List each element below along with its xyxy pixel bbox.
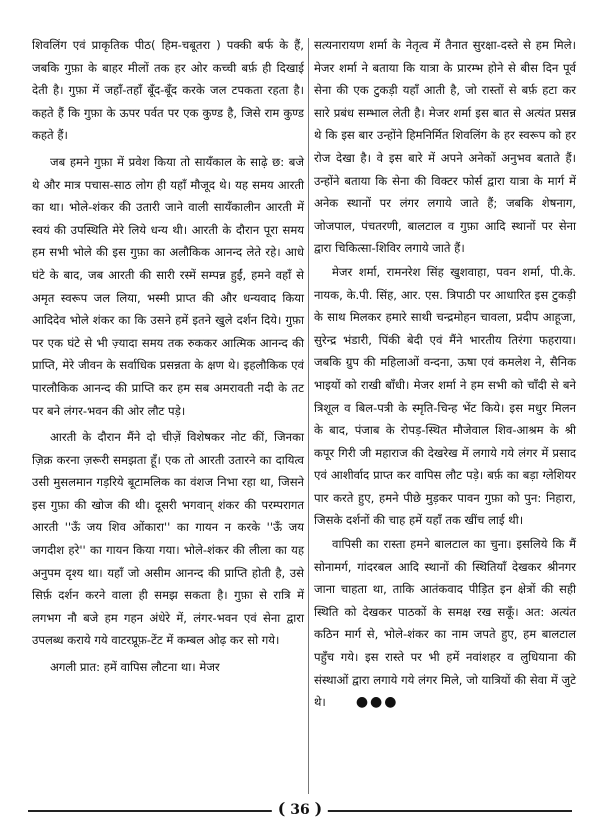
page-number-value: 36	[290, 802, 310, 818]
left-paragraph-4: अगली प्रात: हमें वापिस लौटना था। मेजर	[50, 660, 220, 675]
page-number-bracket-left: (	[277, 799, 286, 818]
end-of-article-mark: ●●●	[355, 694, 399, 711]
column-divider	[308, 38, 309, 794]
left-paragraph-3: आरती के दौरान मैंने दो चीज़ें विशेषकर नोट कीं, जिनका ज़िक्र करना ज़रूरी समझता हूँ। एक तो आरती उतारने का दायित्व उसी मुसलमान गड़रिये बूटामलिक का वंशज निभा रहा था, जिसने इस गुफ़ा की खोज की थी। दूसरी भगवान् शंकर की परम्परागत आरती ''ऊँ जय शिव ओंकारा'' का गायन न करके ''ऊँ जय जगदीश हरे'' का गायन किया गया। भोले-शंकर की लीला का यह अनुपम दृश्य था। यहाँ जो असीम आनन्द की प्राप्ति होती है, उसे सिर्फ़ दर्शन करने वाला ही समझ सकता है। गुफ़ा से रात्रि में लगभग नौ बजे हम गहन अंधेरे में, लंगर-भवन एवं सेना द्वारा उपलब्ध कराये गये वाटरप्रूफ़-टेंट में कम्बल ओढ़ कर सो गये।	[32, 430, 304, 648]
page-number-bracket-right: )	[314, 799, 323, 818]
right-paragraph-3	[314, 533, 576, 714]
page-number	[272, 799, 328, 818]
right-paragraph-3-text: वापिसी का रास्ता हमने बालटाल का चुना। इसलिये कि मैं सोनामर्ग, गांदरबल आदि स्थानों की स्थितियाँ देखकर श्रीनगर जाना चाहता था, ताकि आतंकवाद पीड़ित इन क्षेत्रों की सही स्थिति को देखकर पाठकों के समक्ष रख सकूँ। अत: अत्यंत कठिन मार्ग से, भोले-शंकर का नाम जपते हुए, हम बालटाल पहुँच गये। इस रास्ते पर भी हमें नवांशहर व लुधियाना की संस्थाओं द्वारा लगाये गये लंगर मिले, जो यात्रियों की सेवा में जुटे थे।	[314, 537, 576, 710]
left-column	[32, 34, 304, 683]
left-paragraph-2: जब हमने गुफ़ा में प्रवेश किया तो सायँकाल के साढ़े छ: बजे थे और मात्र पचास-साठ लोग ही यहाँ मौजूद थे। यह समय आरती का था। भोले-शंकर की उतारी जाने वाली सायँकालीन आरती में स्वयं की उपस्थिति मेरे लिये धन्य थी। आरती के दौरान पूरा समय हम सभी भोले की इस गुफ़ा का अलौकिक आनन्द लेते रहे। आधे घंटे के बाद, जब आरती की सारी रस्में सम्पन्न हुईं, हमने वहाँ से अमृत स्वरूप जल लिया, भस्मी प्राप्त की और धन्यवाद किया आदिदेव भोले शंकर का कि उसने हमें इतने खुले दर्शन दिये। गुफ़ा पर एक घंटे से भी ज़्यादा समय तक रुककर आत्मिक आनन्द की प्राप्ति, मेरे जीवन के सर्वाधिक प्रसन्नता के क्षण थे। इहलौकिक एवं पारलौकिक आनन्द की प्राप्ति कर हम सब अमरावती नदी के तट पर बने लंगर-भवन की ओर लौट पड़े।	[32, 154, 304, 418]
page-footer	[28, 798, 572, 824]
right-paragraph-1: सत्यनारायण शर्मा के नेतृत्व में तैनात सुरक्षा-दस्ते से हम मिले। मेजर शर्मा ने बताया कि यात्रा के प्रारम्भ होने से बीस दिन पूर्व सेना की एक टुकड़ी यहाँ आती है, जो रास्तों से बर्फ़ हटा कर सारे प्रबंध सम्भाल लेती है। मेजर शर्मा इस बात से अत्यंत प्रसन्न थे कि इस बार उन्होंने हिमनिर्मित शिवलिंग के हर स्वरूप को हर रोज देखा है। वे इस बारे में अपने अनेकों अनुभव बताते हैं। उन्होंने बताया कि सेना की विक्टर फोर्स द्वारा यात्रा के मार्ग में अनेक स्थानों पर लंगर लगाये जाते हैं; जबकि शेषनाग, जोजपाल, पंचतरणी, बालटाल व गुफ़ा आदि स्थानों पर सेना द्वारा चिकित्सा-शिविर लगाये जाते हैं।	[314, 38, 576, 256]
right-column	[314, 34, 576, 715]
left-paragraph-1: शिवलिंग एवं प्राकृतिक पीठ( हिम-चबूतरा ) पक्की बर्फ के हैं, जबकि गुफ़ा के बाहर मीलों तक हर ओर कच्ची बर्फ़ ही दिखाई देती है। गुफ़ा में जहाँ-तहाँ बूँद-बूँद करके जल टपकता रहता है। कहते हैं कि गुफ़ा के ऊपर पर्वत पर एक कुण्ड है, जिसे राम कुण्ड कहते हैं।	[32, 38, 304, 143]
right-paragraph-2: मेजर शर्मा, रामनरेश सिंह खुशवाहा, पवन शर्मा, पी.के. नायक, के.पी. सिंह, आर. एस. त्रिपाठी पर आधारित इस टुकड़ी के साथ मिलकर हमारे साथी चन्द्रमोहन चावला, प्रदीप आहूजा, सुरेन्द्र भंडारी, पिंकी बेदी एवं मैंने भारतीय तिरंगा फहराया। जबकि ग्रुप की महिलाओं वन्दना, ऊषा एवं कमलेश ने, सैनिक भाइयों को राखी बाँधी। मेजर शर्मा ने हम सभी को चाँदी से बने त्रिशूल व बिल-पत्री के स्मृति-चिन्ह भेंट किये। इस मधुर मिलन के बाद, पंजाब के रोपड़-स्थित मौजेवाल शिव-आश्रम के श्री कपूर गिरी जी महाराज की देखरेख में लगाये गये लंगर में प्रसाद एवं आशीर्वाद प्राप्त कर वापिस लौट पड़े। बर्फ़ का बड़ा ग्लेशियर पार करते हुए, हमने पीछे मुड़कर पावन गुफ़ा को पुन: निहारा, जिसके दर्शनों की चाह हमें यहाँ तक खींच लाई थी।	[314, 264, 576, 528]
